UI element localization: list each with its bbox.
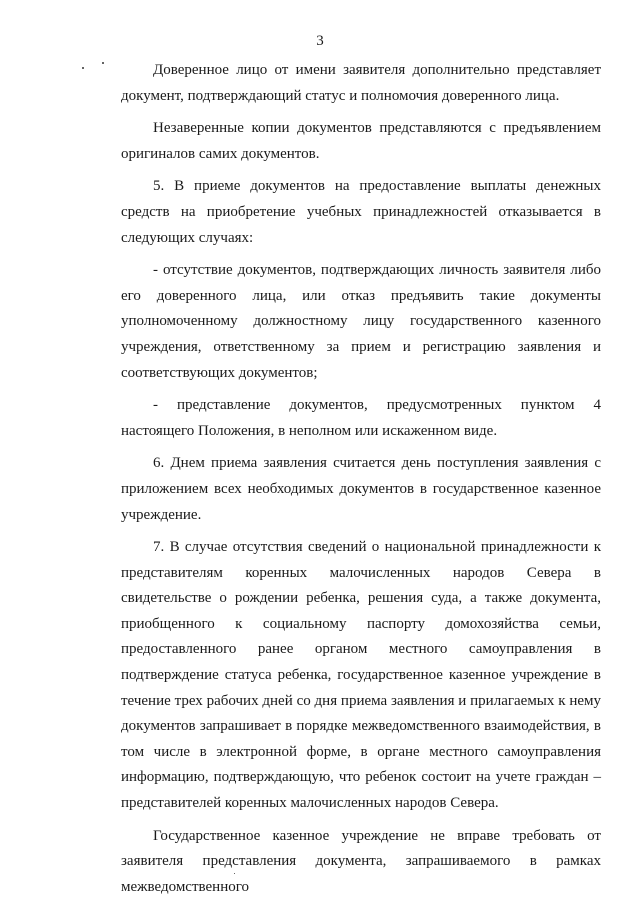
paragraph-no-requirement: Государственное казенное учреждение не вправе требовать от заявителя представления документа, запрашиваемого в рамках межведомственного bbox=[121, 827, 601, 895]
scan-speck bbox=[102, 62, 104, 64]
list-item-incomplete-documents: - представление документов, предусмотренных пунктом 4 настоящего Положения, в неполном или искаженном виде. bbox=[121, 397, 601, 439]
list-item-missing-identity-documents: - отсутствие документов, подтверждающих личность заявителя либо его доверенного лица, или отказ предъявить такие документы уполномоченному должностному лицу государственного казенного учреждения, ответственному за прием и регистрацию заявления и соответствующих документов; bbox=[121, 262, 601, 381]
paragraph-uncertified-copies: Незаверенные копии документов представляются с предъявлением оригиналов самих документов. bbox=[121, 120, 601, 162]
paragraph-6-application-date: 6. Днем приема заявления считается день поступления заявления с приложением всех необходимых документов в государственное казенное учреждение. bbox=[121, 455, 601, 523]
paragraph-7-interagency-request: 7. В случае отсутствия сведений о национальной принадлежности к представителям коренных малочисленных народов Севера в свидетельстве о рождении ребенка, решения суда, а также документа, приобщенного к социальному паспорту домохозяйства семьи, предоставленного ранее органом местного самоуправления в подтверждение статуса ребенка, государственное казенное учреждение в течение трех рабочих дней со дня приема заявления и прилагаемых к нему документов запрашивает в порядке межведомственного взаимодействия, в том числе в электронной форме, в органе местного самоуправления информацию, подтверждающую, что ребенок состоит на учете граждан – представителей коренных малочисленных народов Севера. bbox=[121, 539, 601, 812]
scan-speck bbox=[82, 67, 84, 69]
page-number: 3 bbox=[316, 33, 324, 49]
paragraph-5-refusal-grounds: 5. В приеме документов на предоставление выплаты денежных средств на приобретение учебных принадлежностей отказывается в следующих случаях: bbox=[121, 178, 601, 246]
paragraph-trustee-documents: Доверенное лицо от имени заявителя дополнительно представляет документ, подтверждающий статус и полномочия доверенного лица. bbox=[121, 62, 601, 104]
document-body bbox=[121, 58, 601, 900]
